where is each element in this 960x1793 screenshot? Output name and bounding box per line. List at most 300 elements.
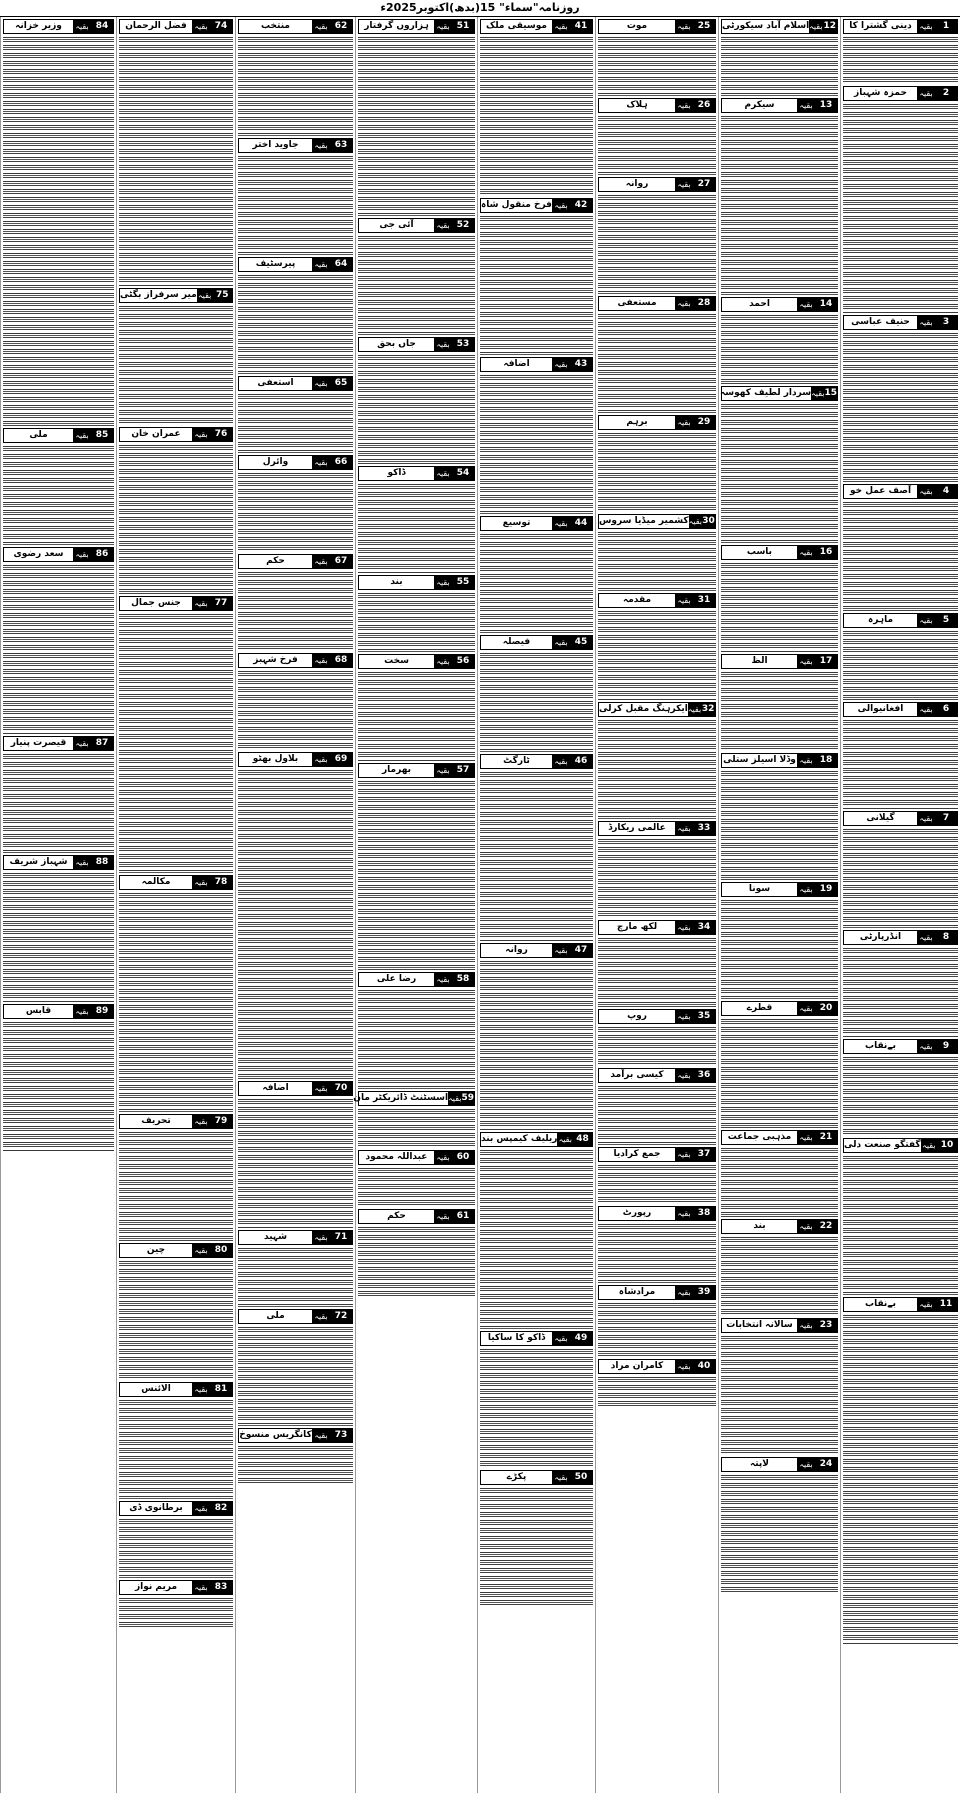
- article-number: 79: [210, 1115, 232, 1128]
- article-number: 25: [693, 20, 715, 33]
- article-title: میر سرفراز بگٹی: [120, 290, 197, 300]
- article-headline[interactable]: [3, 19, 114, 34]
- article-headline[interactable]: [119, 1382, 233, 1397]
- continued-tag: بقیہ: [192, 1502, 210, 1515]
- article-number: 9: [935, 1040, 957, 1053]
- article-block: [238, 1428, 353, 1485]
- article-headline[interactable]: [358, 19, 475, 34]
- continued-tag: بقیہ: [675, 20, 693, 33]
- article-text-lines: [358, 592, 475, 652]
- article-text-lines: [598, 838, 716, 918]
- article-block: [721, 1001, 838, 1128]
- article-block: [358, 1150, 475, 1207]
- article-headline[interactable]: [598, 1359, 716, 1374]
- article-block: [843, 1039, 958, 1136]
- article-block: [843, 702, 958, 809]
- article-block: [119, 1501, 233, 1578]
- continued-tag: بقیہ: [552, 199, 570, 212]
- article-number: 65: [330, 377, 352, 390]
- continued-tag: بقیہ: [552, 755, 570, 768]
- continued-tag: بقیہ: [73, 737, 91, 750]
- article-headline[interactable]: [843, 315, 958, 330]
- article-number: 49: [570, 1332, 592, 1345]
- article-text-lines: [721, 1147, 838, 1217]
- article-title: جمع کرادیا: [613, 1149, 661, 1159]
- continued-tag: بقیہ: [73, 20, 91, 33]
- article-headline[interactable]: [843, 613, 958, 628]
- article-block: [843, 86, 958, 313]
- article-block: [119, 1580, 233, 1627]
- continued-tag: بقیہ: [797, 1131, 815, 1144]
- article-number: 22: [815, 1220, 837, 1233]
- article-title: وزیر خزانہ: [15, 21, 62, 31]
- article-block: [721, 654, 838, 751]
- article-headline[interactable]: [358, 763, 475, 778]
- article-headline[interactable]: [721, 19, 838, 34]
- article-headline[interactable]: [358, 654, 475, 669]
- article-number: 26: [693, 99, 715, 112]
- article-number: 76: [210, 428, 232, 441]
- article-title: ڈاکو کا ساکیا: [487, 1333, 546, 1343]
- article-number: 12: [823, 21, 837, 31]
- article-number: 39: [693, 1286, 715, 1299]
- article-block: [598, 1206, 716, 1283]
- article-number: 50: [570, 1471, 592, 1484]
- article-headline[interactable]: [3, 1004, 114, 1019]
- article-number: 68: [330, 654, 352, 667]
- article-headline[interactable]: [119, 19, 233, 34]
- continued-tag: بقیہ: [434, 20, 452, 33]
- article-headline[interactable]: [119, 1501, 233, 1516]
- article-number: 19: [815, 883, 837, 896]
- article-headline[interactable]: [119, 1243, 233, 1258]
- article-headline[interactable]: [843, 811, 958, 826]
- article-headline[interactable]: [598, 702, 716, 717]
- article-title: فرخ شہبز: [253, 655, 298, 665]
- article-headline[interactable]: [843, 1138, 958, 1153]
- article-headline[interactable]: [721, 1130, 838, 1145]
- continued-tag: بقیہ: [675, 1360, 693, 1373]
- article-title: اضافہ: [503, 359, 530, 369]
- article-headline[interactable]: [238, 138, 353, 153]
- article-headline[interactable]: [721, 545, 838, 560]
- article-text-lines: [721, 36, 838, 96]
- article-headline[interactable]: [119, 1580, 233, 1595]
- article-block: [238, 1230, 353, 1307]
- article-headline[interactable]: [238, 1081, 353, 1096]
- article-number: 29: [693, 416, 715, 429]
- continued-tag: بقیہ: [434, 1151, 452, 1164]
- article-title: ہزاروں گرفتار: [364, 21, 429, 31]
- article-number: 64: [330, 258, 352, 271]
- article-number: 52: [452, 219, 474, 232]
- article-headline[interactable]: [358, 1209, 475, 1224]
- article-block: [721, 1219, 838, 1316]
- article-headline[interactable]: [119, 875, 233, 890]
- news-column: [718, 17, 840, 1793]
- article-number: 86: [91, 548, 113, 561]
- article-text-lines: [843, 501, 958, 611]
- article-headline[interactable]: [238, 19, 353, 34]
- article-headline[interactable]: [721, 753, 838, 768]
- article-text-lines: [721, 115, 838, 295]
- article-block: [598, 1359, 716, 1406]
- article-headline[interactable]: [238, 1428, 353, 1443]
- article-text-lines: [480, 533, 593, 633]
- article-number: 7: [935, 812, 957, 825]
- article-title: ایکرہنگ مقبل کرلی: [599, 704, 688, 714]
- article-headline[interactable]: [238, 257, 353, 272]
- article-headline[interactable]: [598, 1068, 716, 1083]
- article-title: آئی جی: [379, 220, 414, 230]
- article-text-lines: [721, 671, 838, 751]
- continued-tag: بقیہ: [312, 139, 330, 152]
- article-block: [358, 654, 475, 761]
- article-headline[interactable]: [3, 428, 114, 443]
- article-headline[interactable]: [119, 427, 233, 442]
- article-text-lines: [843, 719, 958, 809]
- continued-tag: بقیہ: [434, 655, 452, 668]
- article-headline[interactable]: [480, 635, 593, 650]
- article-headline[interactable]: [238, 1309, 353, 1324]
- article-title: مذہبی جماعت: [727, 1132, 792, 1142]
- continued-tag: بقیہ: [192, 1383, 210, 1396]
- article-text-lines: [3, 445, 114, 545]
- article-number: 13: [815, 99, 837, 112]
- article-title: جنس جمال: [131, 598, 181, 608]
- article-title: عمران خان: [131, 429, 181, 439]
- article-headline[interactable]: [480, 1132, 593, 1147]
- continued-tag: بقیہ: [192, 597, 210, 610]
- continued-tag: بقیہ: [434, 576, 452, 589]
- article-block: [238, 376, 353, 453]
- continued-tag: بقیہ: [675, 178, 693, 191]
- article-number: 18: [815, 754, 837, 767]
- continued-tag: بقیہ: [917, 485, 935, 498]
- article-block: [480, 1470, 593, 1607]
- article-number: 61: [452, 1210, 474, 1223]
- article-headline[interactable]: [480, 1331, 593, 1346]
- article-block: [119, 288, 233, 425]
- article-headline[interactable]: [843, 702, 958, 717]
- article-number: 36: [693, 1069, 715, 1082]
- continued-tag: بقیہ: [312, 20, 330, 33]
- article-headline[interactable]: [598, 177, 716, 192]
- article-headline[interactable]: [721, 882, 838, 897]
- article-number: 57: [452, 764, 474, 777]
- article-headline[interactable]: [119, 288, 233, 303]
- article-number: 70: [330, 1082, 352, 1095]
- article-title: قیصرت پنیار: [10, 738, 67, 748]
- news-column: [595, 17, 718, 1793]
- article-block: [119, 1382, 233, 1499]
- article-headline[interactable]: [721, 1001, 838, 1016]
- continued-tag: بقیہ: [192, 428, 210, 441]
- article-title: احمد: [749, 299, 770, 309]
- article-headline[interactable]: [598, 593, 716, 608]
- article-title: وائرل: [262, 457, 289, 467]
- article-headline[interactable]: [358, 218, 475, 233]
- continued-tag: بقیہ: [552, 20, 570, 33]
- article-headline[interactable]: [358, 575, 475, 590]
- article-headline[interactable]: [480, 754, 593, 769]
- article-headline[interactable]: [598, 1147, 716, 1162]
- article-text-lines: [119, 1399, 233, 1499]
- article-headline[interactable]: [480, 19, 593, 34]
- article-block: [119, 427, 233, 594]
- continued-tag: بقیہ: [312, 555, 330, 568]
- article-headline[interactable]: [238, 376, 353, 391]
- article-block: [598, 920, 716, 1007]
- article-title: فرخ منقول شاہ: [481, 200, 552, 210]
- continued-tag: بقیہ: [675, 822, 693, 835]
- article-number: 72: [330, 1310, 352, 1323]
- article-block: [480, 1132, 593, 1329]
- article-title: روانہ: [505, 945, 528, 955]
- article-block: [353, 1091, 475, 1148]
- article-columns: [0, 17, 960, 1793]
- continued-tag: بقیہ: [917, 1040, 935, 1053]
- article-headline[interactable]: [598, 1206, 716, 1221]
- article-headline[interactable]: [3, 547, 114, 562]
- article-text-lines: [358, 354, 475, 464]
- article-headline[interactable]: [598, 821, 716, 836]
- article-block: [3, 428, 114, 545]
- article-title: کامران مراد: [610, 1361, 664, 1371]
- article-headline[interactable]: [721, 297, 838, 312]
- article-headline[interactable]: [238, 554, 353, 569]
- article-title: افغانیوالی: [857, 704, 904, 714]
- article-block: [598, 296, 716, 413]
- continued-tag: بقیہ: [312, 456, 330, 469]
- article-headline[interactable]: [480, 516, 593, 531]
- article-title: پکڑے: [506, 1472, 527, 1482]
- article-title: حنیف عباسی: [851, 317, 910, 327]
- article-text-lines: [598, 1376, 716, 1406]
- article-title: موت: [626, 21, 648, 31]
- article-block: [598, 1009, 716, 1066]
- article-text-lines: [238, 1445, 353, 1485]
- article-headline[interactable]: [843, 1039, 958, 1054]
- article-title: بلاول بھٹو: [252, 754, 299, 764]
- article-headline[interactable]: [598, 1285, 716, 1300]
- article-headline[interactable]: [238, 1230, 353, 1245]
- article-title: عالمی ریکارڈ: [608, 823, 666, 833]
- article-title: مکالمہ: [141, 877, 171, 887]
- article-number: 56: [452, 655, 474, 668]
- article-block: [119, 875, 233, 1112]
- article-title: سالانہ انتخابات: [726, 1320, 793, 1330]
- article-block: [843, 315, 958, 482]
- article-headline[interactable]: [480, 1470, 593, 1485]
- article-headline[interactable]: [480, 198, 593, 213]
- article-headline[interactable]: [843, 930, 958, 945]
- continued-tag: بقیہ: [917, 316, 935, 329]
- article-headline[interactable]: [358, 972, 475, 987]
- article-text-lines: [119, 1131, 233, 1241]
- article-number: 53: [452, 338, 474, 351]
- article-block: [843, 19, 958, 84]
- article-headline[interactable]: [598, 296, 716, 311]
- article-number: 40: [693, 1360, 715, 1373]
- article-block: [119, 1114, 233, 1241]
- article-title: برطانوی ڈی: [129, 1503, 183, 1513]
- continued-tag: بقیہ: [434, 467, 452, 480]
- continued-tag: بقیہ: [312, 1310, 330, 1323]
- article-text-lines: [480, 652, 593, 752]
- article-headline[interactable]: [721, 654, 838, 669]
- article-number: 83: [210, 1581, 232, 1594]
- continued-tag: بقیہ: [73, 429, 91, 442]
- article-headline[interactable]: [843, 1297, 958, 1312]
- article-block: [358, 337, 475, 464]
- article-number: 62: [330, 20, 352, 33]
- article-title: تحریف: [141, 1116, 171, 1126]
- article-block: [721, 386, 838, 543]
- article-headline[interactable]: [119, 1114, 233, 1129]
- article-number: 11: [935, 1298, 957, 1311]
- continued-tag: بقیہ: [73, 548, 91, 561]
- article-headline[interactable]: [598, 1009, 716, 1024]
- article-headline[interactable]: [598, 415, 716, 430]
- article-title: رپورٹ: [622, 1208, 652, 1218]
- continued-tag: بقیہ: [192, 1244, 210, 1257]
- article-headline[interactable]: [598, 514, 716, 529]
- article-headline[interactable]: [3, 736, 114, 751]
- article-title: فیصلہ: [502, 637, 531, 647]
- article-title: سعد رضوی: [13, 549, 64, 559]
- article-text-lines: [721, 314, 838, 384]
- article-title: روانہ: [625, 179, 649, 189]
- article-title: لاپتہ: [749, 1459, 770, 1469]
- article-text-lines: [119, 1597, 233, 1627]
- article-number: 20: [815, 1002, 837, 1015]
- article-number: 81: [210, 1383, 232, 1396]
- article-title: سردار لطیف کھوسہ: [720, 388, 812, 398]
- article-headline[interactable]: [843, 484, 958, 499]
- article-number: 37: [693, 1148, 715, 1161]
- article-block: [721, 545, 838, 652]
- continued-tag: بقیہ: [192, 1581, 210, 1594]
- article-headline[interactable]: [358, 337, 475, 352]
- article-block: [843, 1138, 958, 1295]
- article-headline[interactable]: [238, 752, 353, 767]
- article-block: [598, 702, 716, 819]
- article-headline[interactable]: [721, 1457, 838, 1472]
- article-number: 3: [935, 316, 957, 329]
- continued-tag: بقیہ: [675, 1148, 693, 1161]
- continued-tag: بقیہ: [675, 1069, 693, 1082]
- article-block: [598, 177, 716, 294]
- article-headline[interactable]: [598, 98, 716, 113]
- article-text-lines: [358, 235, 475, 335]
- continued-tag: بقیہ: [797, 1002, 815, 1015]
- article-headline[interactable]: [721, 386, 838, 401]
- article-number: 14: [815, 298, 837, 311]
- article-headline[interactable]: [119, 596, 233, 611]
- article-text-lines: [3, 1021, 114, 1151]
- article-block: [238, 455, 353, 552]
- article-headline[interactable]: [480, 357, 593, 372]
- article-number: 28: [693, 297, 715, 310]
- article-number: 87: [91, 737, 113, 750]
- article-title: انڈرپارٹی: [859, 932, 902, 942]
- article-number: 75: [213, 289, 232, 302]
- article-number: 48: [573, 1133, 592, 1146]
- article-headline[interactable]: [721, 1318, 838, 1333]
- article-block: [598, 593, 716, 700]
- article-title: مریم نواز: [134, 1582, 178, 1592]
- article-title: سیکرم: [744, 100, 775, 110]
- article-headline[interactable]: [358, 466, 475, 481]
- article-block: [3, 547, 114, 734]
- article-block: [598, 98, 716, 175]
- article-title: مقدمہ: [622, 595, 652, 605]
- article-text-lines: [358, 1167, 475, 1207]
- article-title: موسیقی ملک: [486, 21, 547, 31]
- continued-tag: بقیہ: [675, 1286, 693, 1299]
- article-number: 45: [570, 636, 592, 649]
- article-headline[interactable]: [598, 19, 716, 34]
- article-number: 1: [935, 20, 957, 33]
- article-text-lines: [721, 1236, 838, 1316]
- article-number: 2: [935, 87, 957, 100]
- continued-tag: بقیہ: [917, 931, 935, 944]
- article-headline[interactable]: [598, 920, 716, 935]
- continued-tag: بقیہ: [797, 754, 815, 767]
- article-number: 42: [570, 199, 592, 212]
- article-headline[interactable]: [3, 855, 114, 870]
- article-number: 71: [330, 1231, 352, 1244]
- article-title: بےنقاب: [865, 1041, 896, 1051]
- article-title: وڈلا اسیلز ستلی: [723, 755, 796, 765]
- article-text-lines: [843, 1155, 958, 1295]
- article-headline[interactable]: [238, 653, 353, 668]
- article-block: [843, 811, 958, 928]
- article-headline[interactable]: [353, 1091, 475, 1106]
- article-text-lines: [721, 1474, 838, 1594]
- article-headline[interactable]: [843, 86, 958, 101]
- continued-tag: بقیہ: [675, 921, 693, 934]
- article-text-lines: [3, 36, 114, 426]
- article-text-lines: [3, 564, 114, 734]
- article-headline[interactable]: [358, 1150, 475, 1165]
- article-headline[interactable]: [480, 943, 593, 958]
- article-headline[interactable]: [238, 455, 353, 470]
- article-text-lines: [238, 393, 353, 453]
- continued-tag: بقیہ: [197, 291, 212, 300]
- article-text-lines: [598, 1026, 716, 1066]
- article-block: [119, 19, 233, 286]
- article-title: رضا علی: [376, 974, 417, 984]
- article-headline[interactable]: [721, 98, 838, 113]
- continued-tag: بقیہ: [552, 517, 570, 530]
- article-text-lines: [480, 36, 593, 196]
- continued-tag: بقیہ: [73, 1005, 91, 1018]
- article-block: [238, 138, 353, 255]
- article-number: 6: [935, 703, 957, 716]
- article-title: شہید: [264, 1232, 287, 1242]
- article-number: 16: [815, 546, 837, 559]
- continued-tag: بقیہ: [312, 377, 330, 390]
- article-headline[interactable]: [721, 1219, 838, 1234]
- article-text-lines: [119, 1518, 233, 1578]
- article-text-lines: [598, 719, 716, 819]
- article-headline[interactable]: [843, 19, 958, 34]
- continued-tag: بقیہ: [434, 973, 452, 986]
- article-title: بند: [390, 577, 403, 587]
- continued-tag: بقیہ: [675, 594, 693, 607]
